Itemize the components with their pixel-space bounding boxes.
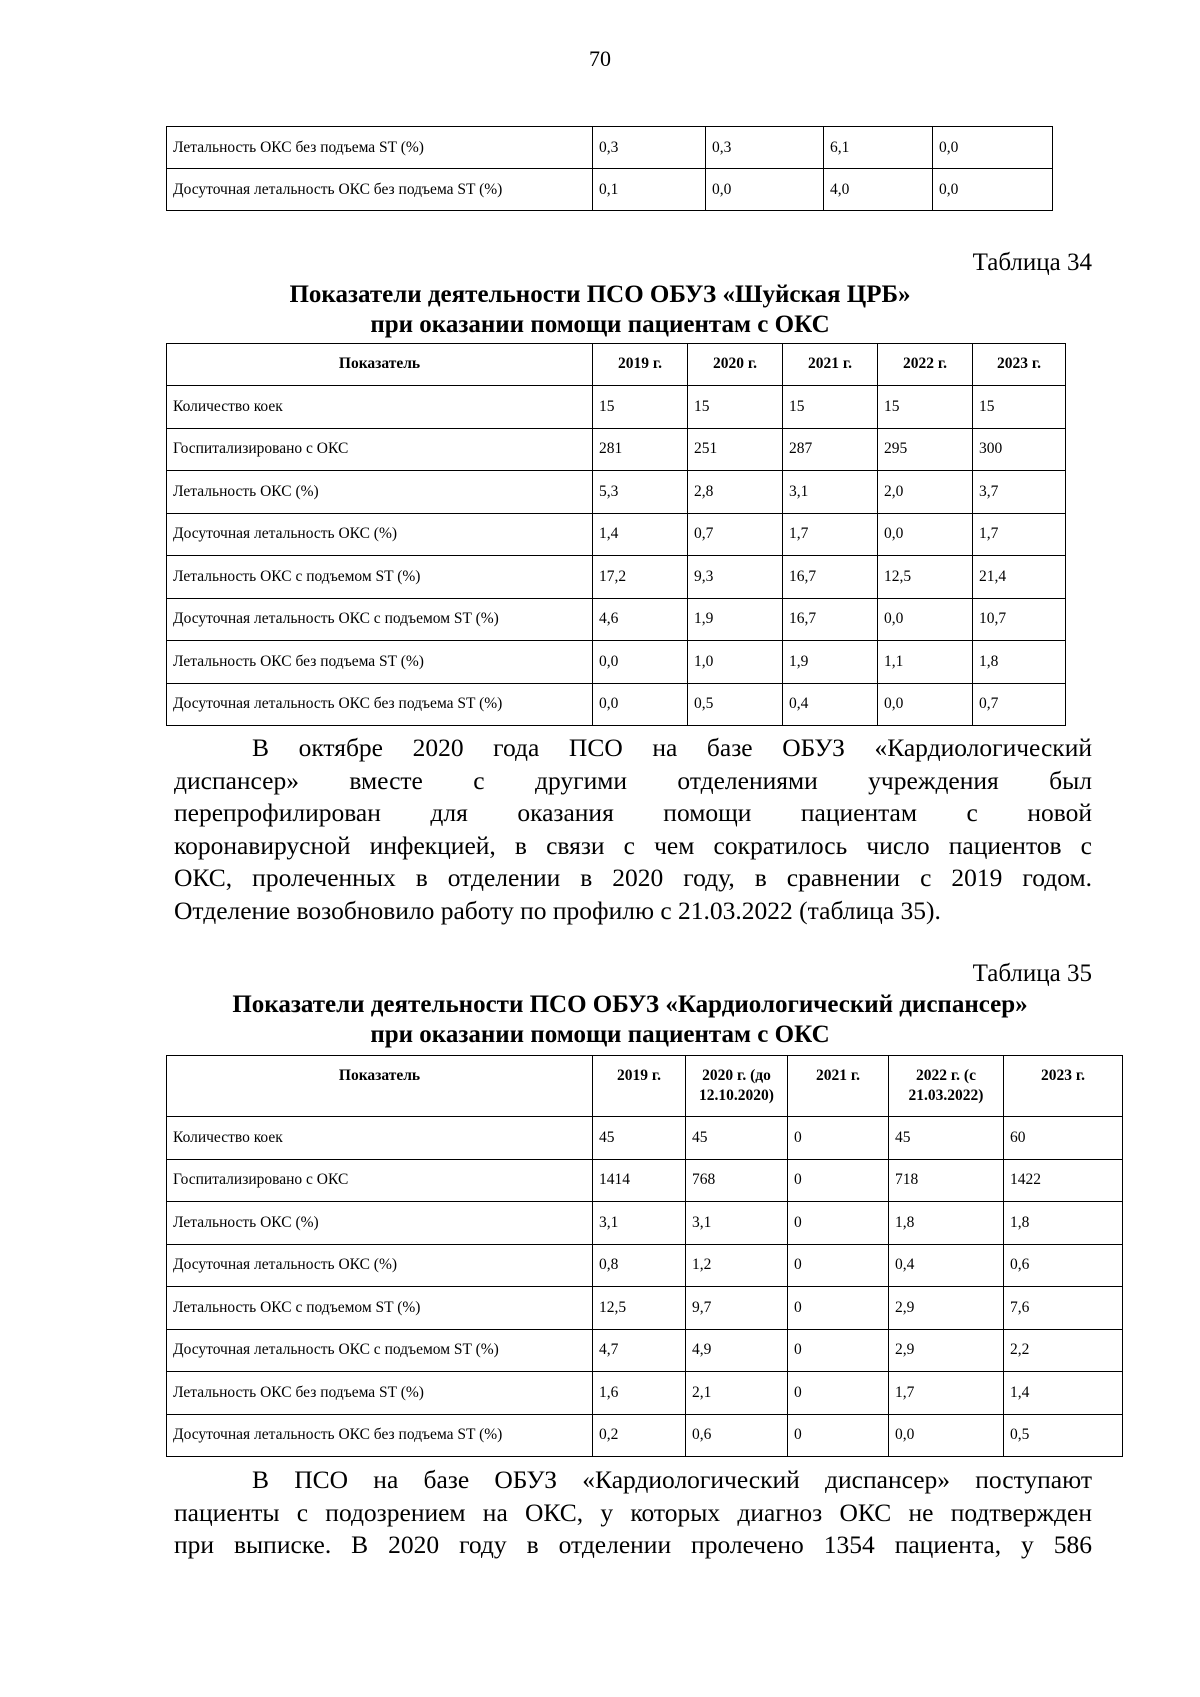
column-header: 2019 г.	[593, 344, 688, 386]
paragraph-1-line: перепрофилирован для оказания помощи пациентам с новой	[174, 798, 1092, 827]
table-cell: 1,8	[889, 1202, 1004, 1245]
table-cell: 7,6	[1004, 1287, 1123, 1330]
table-cell: 1,2	[686, 1244, 788, 1287]
table35-title-line1: Показатели деятельности ПСО ОБУЗ «Кардиологический диспансер»	[232, 991, 1028, 1018]
column-header: 2020 г.	[688, 344, 783, 386]
paragraph-2	[174, 1464, 1092, 1562]
table-cell: 6,1	[824, 127, 933, 169]
table34-caption: Таблица 34	[972, 249, 1092, 276]
table-cell: 0,5	[1004, 1414, 1123, 1457]
table-cell: 1,4	[593, 513, 688, 556]
table-cell: 0,0	[889, 1414, 1004, 1457]
table35-title-line2: при оказании помощи пациентам с ОКС	[370, 1021, 830, 1048]
table-cell: 3,1	[593, 1202, 686, 1245]
table-cell: 0	[788, 1202, 889, 1245]
table-cell: 300	[973, 428, 1066, 471]
table-cell: 3,1	[783, 471, 878, 514]
table-cell: 1,8	[1004, 1202, 1123, 1245]
paragraph-1-line: диспансер» вместе с другими отделениями учреждения был	[174, 765, 1092, 795]
row-label: Летальность ОКС без подъема ST (%)	[167, 127, 593, 169]
table-row	[167, 1329, 1123, 1372]
table-cell: 45	[686, 1117, 788, 1160]
table-cell: 16,7	[783, 556, 878, 599]
table-cell: 12,5	[878, 556, 973, 599]
table-cell: 1,7	[783, 513, 878, 556]
table-cell: 1,1	[878, 641, 973, 684]
paragraph-1-line: коронавирусной инфекцией, в связи с чем сократилось число пациентов с	[174, 830, 1092, 860]
table-cell: 4,6	[593, 598, 688, 641]
table-cell: 9,7	[686, 1287, 788, 1330]
table-cell: 1,6	[593, 1372, 686, 1415]
table-cell: 1,7	[889, 1372, 1004, 1415]
table-header-row	[167, 1056, 1123, 1117]
table-cell: 1422	[1004, 1159, 1123, 1202]
table-cell: 45	[889, 1117, 1004, 1160]
table-cell: 4,9	[686, 1329, 788, 1372]
column-header: 2021 г.	[783, 344, 878, 386]
table-cell: 0,3	[706, 127, 824, 169]
table-cell: 2,0	[878, 471, 973, 514]
table-cell: 0	[788, 1244, 889, 1287]
table-cell: 5,3	[593, 471, 688, 514]
column-header: 2023 г.	[973, 344, 1066, 386]
table-cell: 0,0	[706, 169, 824, 211]
table-cell: 1,9	[688, 598, 783, 641]
table-cell: 287	[783, 428, 878, 471]
table-cell: 17,2	[593, 556, 688, 599]
paragraph-1-line: В октябре 2020 года ПСО на базе ОБУЗ «Кардиологический	[252, 733, 1092, 762]
paragraph-2-line: пациенты с подозрением на ОКС, у которых диагноз ОКС не подтвержден	[174, 1497, 1092, 1527]
table-row	[167, 1372, 1123, 1415]
table-cell: 1414	[593, 1159, 686, 1202]
table-cell: 0,4	[889, 1244, 1004, 1287]
table-cell: 2,9	[889, 1329, 1004, 1372]
table-cell: 1,0	[688, 641, 783, 684]
table-cell: 0,0	[593, 641, 688, 684]
row-label: Летальность ОКС с подъемом ST (%)	[167, 556, 593, 599]
table34	[166, 343, 1066, 726]
column-header: 2021 г.	[788, 1056, 889, 1117]
table-cell: 4,7	[593, 1329, 686, 1372]
row-label: Досуточная летальность ОКС (%)	[167, 513, 593, 556]
table-row	[167, 169, 1053, 211]
table-cell: 0	[788, 1117, 889, 1160]
table-cell: 0	[788, 1159, 889, 1202]
table-cell: 0,0	[878, 598, 973, 641]
table-cell: 2,2	[1004, 1329, 1123, 1372]
paragraph-1	[174, 732, 1092, 927]
table-row	[167, 428, 1066, 471]
row-label: Досуточная летальность ОКС без подъема ST (%)	[167, 1414, 593, 1457]
table-cell: 1,8	[973, 641, 1066, 684]
table-cell: 0,3	[593, 127, 706, 169]
row-label: Досуточная летальность ОКС с подъемом ST (%)	[167, 1329, 593, 1372]
table-cell: 768	[686, 1159, 788, 1202]
table35-caption: Таблица 35	[972, 960, 1092, 987]
row-label: Госпитализировано с ОКС	[167, 428, 593, 471]
table-cell: 4,0	[824, 169, 933, 211]
table-cell: 3,1	[686, 1202, 788, 1245]
column-header: 2022 г.	[878, 344, 973, 386]
table34-title-line2: при оказании помощи пациентам с ОКС	[370, 311, 830, 338]
row-label: Досуточная летальность ОКС с подъемом ST (%)	[167, 598, 593, 641]
column-header: 2019 г.	[593, 1056, 686, 1117]
table-row	[167, 386, 1066, 429]
table-cell: 2,1	[686, 1372, 788, 1415]
table-cell: 15	[973, 386, 1066, 429]
table-row	[167, 513, 1066, 556]
paragraph-2-line: при выписке. В 2020 году в отделении пролечено 1354 пациента, у 586	[174, 1530, 1092, 1559]
column-header: 2023 г.	[1004, 1056, 1123, 1117]
table-cell: 0,0	[933, 169, 1053, 211]
column-header: 2022 г. (с 21.03.2022)	[889, 1056, 1004, 1117]
table-cell: 0,0	[878, 513, 973, 556]
table-cell: 718	[889, 1159, 1004, 1202]
table-row	[167, 1414, 1123, 1457]
table-cell: 0,7	[973, 683, 1066, 726]
table-cell: 0,1	[593, 169, 706, 211]
table-cell: 0,4	[783, 683, 878, 726]
table-cell: 16,7	[783, 598, 878, 641]
table-cell: 0,7	[688, 513, 783, 556]
table-cell: 0	[788, 1414, 889, 1457]
page-number: 70	[589, 46, 611, 71]
table-cell: 3,7	[973, 471, 1066, 514]
row-label: Летальность ОКС (%)	[167, 471, 593, 514]
table-cell: 15	[783, 386, 878, 429]
table-row	[167, 1287, 1123, 1330]
table-cell: 0,0	[933, 127, 1053, 169]
table35	[166, 1055, 1123, 1457]
table-cell: 0,8	[593, 1244, 686, 1287]
row-label: Летальность ОКС без подъема ST (%)	[167, 641, 593, 684]
table-cell: 2,8	[688, 471, 783, 514]
continued-table	[166, 126, 1053, 211]
column-header: Показатель	[167, 1056, 593, 1117]
table35-title	[0, 990, 1200, 1050]
table-row	[167, 683, 1066, 726]
table-cell: 15	[688, 386, 783, 429]
table-row	[167, 1244, 1123, 1287]
row-label: Летальность ОКС без подъема ST (%)	[167, 1372, 593, 1415]
table34-title	[0, 280, 1200, 340]
table-cell: 21,4	[973, 556, 1066, 599]
row-label: Досуточная летальность ОКС без подъема ST (%)	[167, 169, 593, 211]
row-label: Количество коек	[167, 386, 593, 429]
table-cell: 15	[878, 386, 973, 429]
table-row	[167, 641, 1066, 684]
table-row	[167, 127, 1053, 169]
table-cell: 0,6	[686, 1414, 788, 1457]
table-cell: 0	[788, 1287, 889, 1330]
table-row	[167, 556, 1066, 599]
table-cell: 0,5	[688, 683, 783, 726]
table-cell: 0	[788, 1372, 889, 1415]
row-label: Госпитализировано с ОКС	[167, 1159, 593, 1202]
table-cell: 10,7	[973, 598, 1066, 641]
row-label: Досуточная летальность ОКС без подъема ST (%)	[167, 683, 593, 726]
table-row	[167, 598, 1066, 641]
table-cell: 12,5	[593, 1287, 686, 1330]
table-cell: 2,9	[889, 1287, 1004, 1330]
row-label: Досуточная летальность ОКС (%)	[167, 1244, 593, 1287]
table-cell: 45	[593, 1117, 686, 1160]
paragraph-1-line: ОКС, пролеченных в отделении в 2020 году, в сравнении с 2019 годом.	[174, 863, 1092, 892]
table-cell: 60	[1004, 1117, 1123, 1160]
table-cell: 0	[788, 1329, 889, 1372]
table-row	[167, 1202, 1123, 1245]
table-cell: 1,9	[783, 641, 878, 684]
row-label: Летальность ОКС (%)	[167, 1202, 593, 1245]
paragraph-1-line: Отделение возобновило работу по профилю с 21.03.2022 (таблица 35).	[174, 895, 941, 925]
table-row	[167, 471, 1066, 514]
table-row	[167, 1159, 1123, 1202]
paragraph-2-line: В ПСО на базе ОБУЗ «Кардиологический диспансер» поступают	[252, 1465, 1092, 1494]
table-cell: 0,0	[593, 683, 688, 726]
table-header-row	[167, 344, 1066, 386]
table-cell: 15	[593, 386, 688, 429]
table-cell: 0,2	[593, 1414, 686, 1457]
column-header: 2020 г. (до 12.10.2020)	[686, 1056, 788, 1117]
row-label: Количество коек	[167, 1117, 593, 1160]
table-cell: 251	[688, 428, 783, 471]
table-cell: 1,7	[973, 513, 1066, 556]
table34-title-line1: Показатели деятельности ПСО ОБУЗ «Шуйская ЦРБ»	[289, 281, 911, 308]
table-cell: 0,0	[878, 683, 973, 726]
table-cell: 0,6	[1004, 1244, 1123, 1287]
table-cell: 1,4	[1004, 1372, 1123, 1415]
table-row	[167, 1117, 1123, 1160]
table-cell: 9,3	[688, 556, 783, 599]
table-cell: 281	[593, 428, 688, 471]
table-cell: 295	[878, 428, 973, 471]
column-header: Показатель	[167, 344, 593, 386]
row-label: Летальность ОКС с подъемом ST (%)	[167, 1287, 593, 1330]
